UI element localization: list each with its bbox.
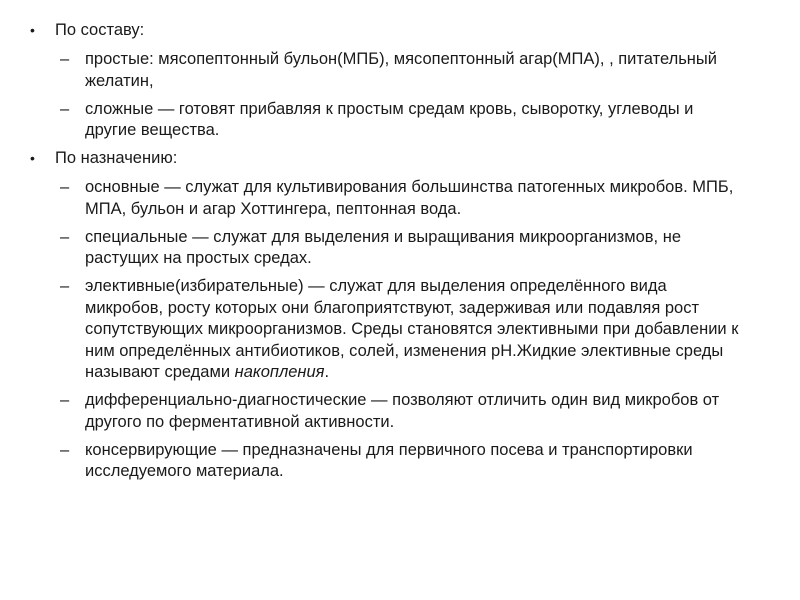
section-composition-heading	[30, 20, 760, 41]
list-item-text: сложные — готовят прибавляя к простым средам кровь, сыворотку, углеводы и другие вещества.	[85, 99, 694, 139]
dash-icon: –	[60, 440, 70, 459]
section-heading-text: По назначению:	[55, 149, 178, 167]
section-heading-text: По составу:	[55, 21, 145, 39]
dash-icon: –	[60, 277, 70, 295]
list-item	[30, 276, 745, 384]
dash-icon: –	[60, 99, 70, 118]
dash-icon: –	[60, 178, 70, 196]
list-item-text: элективные(избирательные) — служат для выделения определённого вида микробов, росту которых они благоприятствуют, задерживая или подавляя рост сопутствующих микроорганизмов. Среды становятся элективными при добавлении к ним определённых антибиотиков, солей, изменения рН.Жидкие элективные среды называют средами	[85, 277, 739, 381]
dash-icon: –	[60, 50, 70, 68]
bullet-icon: •	[30, 22, 35, 38]
list-item	[30, 440, 745, 483]
list-item-text: дифференциально-диагностические — позволяют отличить один вид микробов от другого по ферментативной активности.	[85, 391, 720, 431]
bullet-icon: •	[30, 150, 35, 166]
list-item-italic-text: накопления	[234, 363, 325, 381]
list-item-text: консервирующие — предназначены для первичного посева и транспортировки исследуемого материала.	[85, 440, 693, 480]
composition-list	[30, 49, 760, 142]
list-item-text: специальные — служат для выделения и выращивания микроорганизмов, не растущих на простых средах.	[85, 227, 681, 267]
section-purpose-heading	[30, 148, 760, 169]
list-item	[30, 99, 745, 142]
list-item	[30, 177, 745, 220]
list-item	[30, 390, 745, 433]
list-item-tail-text: .	[324, 363, 330, 381]
dash-icon: –	[60, 391, 70, 409]
list-item	[30, 49, 745, 92]
list-item	[30, 227, 745, 270]
list-item-text: простые: мясопептонный бульон(МПБ), мясопептонный агар(МПА), , питательный желатин,	[85, 50, 717, 90]
purpose-list	[30, 177, 760, 483]
dash-icon: –	[60, 227, 70, 246]
list-item-text: основные — служат для культивирования большинства патогенных микробов. МПБ, МПА, бульон и агар Хоттингера, пептонная вода.	[85, 178, 734, 218]
